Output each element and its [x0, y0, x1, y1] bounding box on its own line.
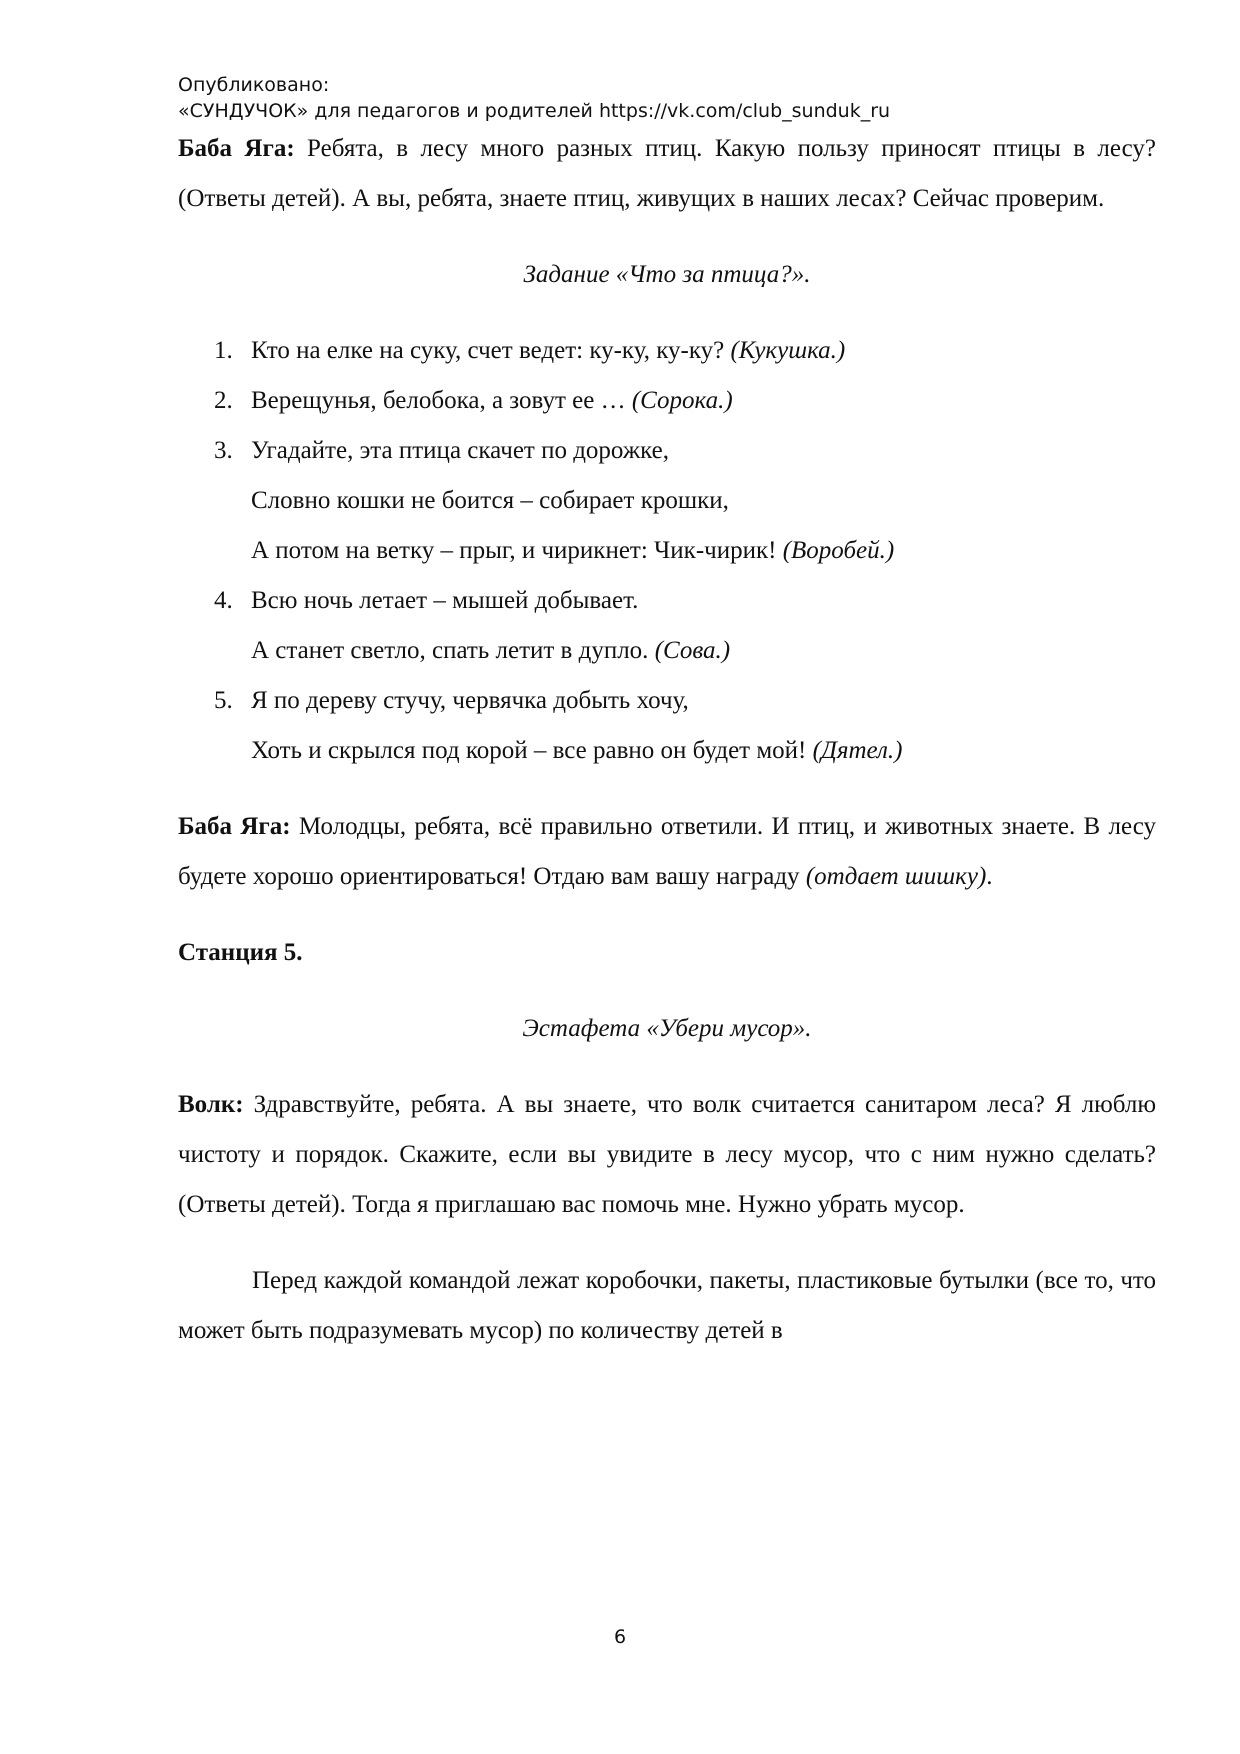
riddle-line-text: А потом на ветку – прыг, и чирикнет: Чик-чирик!	[251, 537, 783, 564]
riddle-line	[251, 526, 1156, 576]
paragraph-instructions: Перед каждой командой лежат коробочки, пакеты, пластиковые бутылки (все то, что может быть подразумевать мусор) по количеству детей в	[178, 1267, 1156, 1344]
riddle-line	[251, 376, 1156, 426]
riddle-item	[178, 676, 1156, 776]
riddle-number: 5.	[214, 687, 233, 714]
riddle-item	[178, 326, 1156, 376]
riddle-line-text: А станет светло, спать летит в дупло.	[251, 637, 655, 664]
riddle-line-text: Кто на елке на суку, счет ведет: ку-ку, ку-ку?	[251, 337, 731, 364]
speaker-label: Баба Яга:	[178, 135, 295, 162]
riddle-line: Словно кошки не боится – собирает крошки,	[251, 487, 729, 514]
riddle-line: Я по дереву стучу, червячка добыть хочу,	[251, 687, 689, 714]
riddle-answer: (Воробей.)	[782, 537, 895, 564]
riddle-list	[178, 326, 1156, 776]
riddle-number: 4.	[214, 587, 233, 614]
riddle-number: 1.	[214, 337, 233, 364]
riddle-answer: (Дятел.)	[812, 737, 903, 764]
riddle-number: 2.	[214, 387, 233, 414]
stage-direction: (отдает шишку)	[805, 863, 987, 890]
paragraph-text: Молодцы, ребята, всё правильно ответили. И птиц, и животных знаете. В лесу будете хорошо ориентироваться! Отдаю вам вашу награду	[178, 813, 1156, 890]
header-published-label: Опубликовано:	[178, 74, 330, 96]
paragraph-wolf	[178, 1080, 1156, 1230]
speaker-label: Волк:	[178, 1091, 244, 1118]
relay-title: Эстафета «Убери мусор».	[522, 1015, 812, 1042]
station-title: Станция 5.	[178, 939, 303, 966]
paragraph-text: Ребята, в лесу много разных птиц. Какую пользу приносят птицы в лесу? (Ответы детей). А вы, ребята, знаете птиц, живущих в наших лесах? Сейчас проверим.	[178, 135, 1156, 212]
riddle-line	[251, 626, 1156, 676]
speaker-label: Баба Яга:	[178, 813, 291, 840]
riddle-answer: (Сова.)	[654, 637, 731, 664]
page-number: 6	[613, 1626, 627, 1648]
riddle-item	[178, 426, 1156, 576]
riddle-answer: (Сорока.)	[631, 387, 733, 414]
paragraph-baba-yaga-praise	[178, 802, 1156, 902]
riddle-item	[178, 576, 1156, 676]
riddle-line	[251, 726, 1156, 776]
paragraph-end: .	[986, 863, 993, 890]
document-body	[178, 124, 1156, 1356]
riddle-number: 3.	[214, 437, 233, 464]
riddle-line: Всю ночь летает – мышей добывает.	[251, 587, 639, 614]
paragraph-text: Здравствуйте, ребята. А вы знаете, что волк считается санитаром леса? Я люблю чистоту и порядок. Скажите, если вы увидите в лесу мусор, что с ним нужно сделать? (Ответы детей). Тогда я приглашаю вас помочь мне. Нужно убрать мусор.	[178, 1091, 1156, 1218]
riddle-answer: (Кукушка.)	[730, 337, 846, 364]
riddle-item	[178, 376, 1156, 426]
paragraph-baba-yaga-intro	[178, 124, 1156, 224]
publication-header	[178, 72, 890, 124]
riddle-line-text: Верещунья, белобока, а зовут ее …	[251, 387, 632, 414]
riddle-line-text: Хоть и скрылся под корой – все равно он будет мой!	[251, 737, 813, 764]
task-title: Задание «Что за птица?».	[523, 261, 811, 288]
header-source-line: «СУНДУЧОК» для педагогов и родителей https://vk.com/club_sunduk_ru	[178, 100, 891, 122]
riddle-line	[251, 326, 1156, 376]
riddle-line: Угадайте, эта птица скачет по дорожке,	[251, 437, 669, 464]
